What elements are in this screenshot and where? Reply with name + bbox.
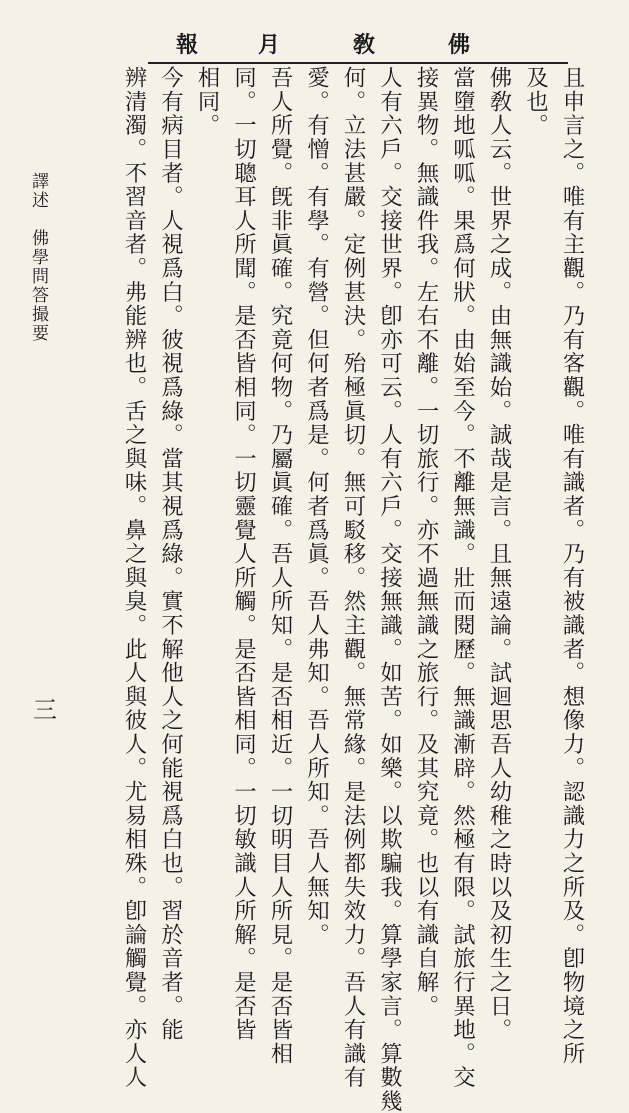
section-note: 譯述 佛學問答撮要 [28, 172, 48, 343]
header-char: 佛 [448, 32, 471, 58]
text-column: 及也。 [522, 66, 549, 138]
text-column: 佛敎人云。世界之成。由無識始。誠哉是言。且無遠論。試迴思吾人幼稚之時以及初生之日。 [486, 66, 512, 1042]
page-number: 三 [33, 696, 57, 724]
header-char: 月 [258, 32, 281, 58]
text-column: 愛。有憎。有學。有營。但何者爲是。何者爲眞。吾人弗知。吾人所知。吾人無知。 [303, 66, 330, 947]
text-column: 辨清濁。不習音者。弗能辨也。舌之與味。鼻之與臭。此人與彼人。尤易相殊。卽論觸覺。亦人人 [121, 66, 147, 1090]
page-header [148, 22, 568, 64]
main-text [70, 66, 590, 1113]
text-column: 吾人所覺。旣非眞確。究竟何物。乃屬眞確。吾人所知。是否相近。一切明目人所見。是否皆相 [267, 66, 293, 1066]
text-column: 當墮地呱呱。果爲何狀。由始至今。不離無識。壯而閱歷。無識漸辟。然極有限。試旅行異地。交 [449, 66, 476, 1090]
text-column: 相同。 [194, 66, 220, 138]
text-column: 接異物。無識件我。左右不離。一切旅行。亦不過無識之旅行。及其究竟。也以有識自解。 [413, 66, 439, 1018]
text-column: 且申言之。唯有主觀。乃有客觀。唯有識者。乃有被識者。想像力。認識力之所及。卽物境之所 [559, 66, 585, 1066]
text-column: 人有六戶。交接世界。卽亦可云。人有六戶。交接無識。如苦。如樂。以欺騙我。算學家言。算數幾 [376, 66, 403, 1113]
header-char: 敎 [353, 32, 376, 58]
header-char: 報 [176, 32, 199, 58]
text-column: 同。一切聰耳人所聞。是否皆相同。一切靈覺人所觸。是否皆相同。一切敏識人所解。是否皆 [230, 66, 257, 1042]
text-column: 今有病目者。人視爲白。彼視爲綠。當其視爲綠。實不解他人之何能視爲白也。習於音者。能 [157, 66, 184, 1042]
text-column: 何。立法甚嚴。定例甚決。殆極眞切。無可駁移。然主觀。無常緣。是法例都失效力。吾人有識有 [340, 66, 366, 1090]
